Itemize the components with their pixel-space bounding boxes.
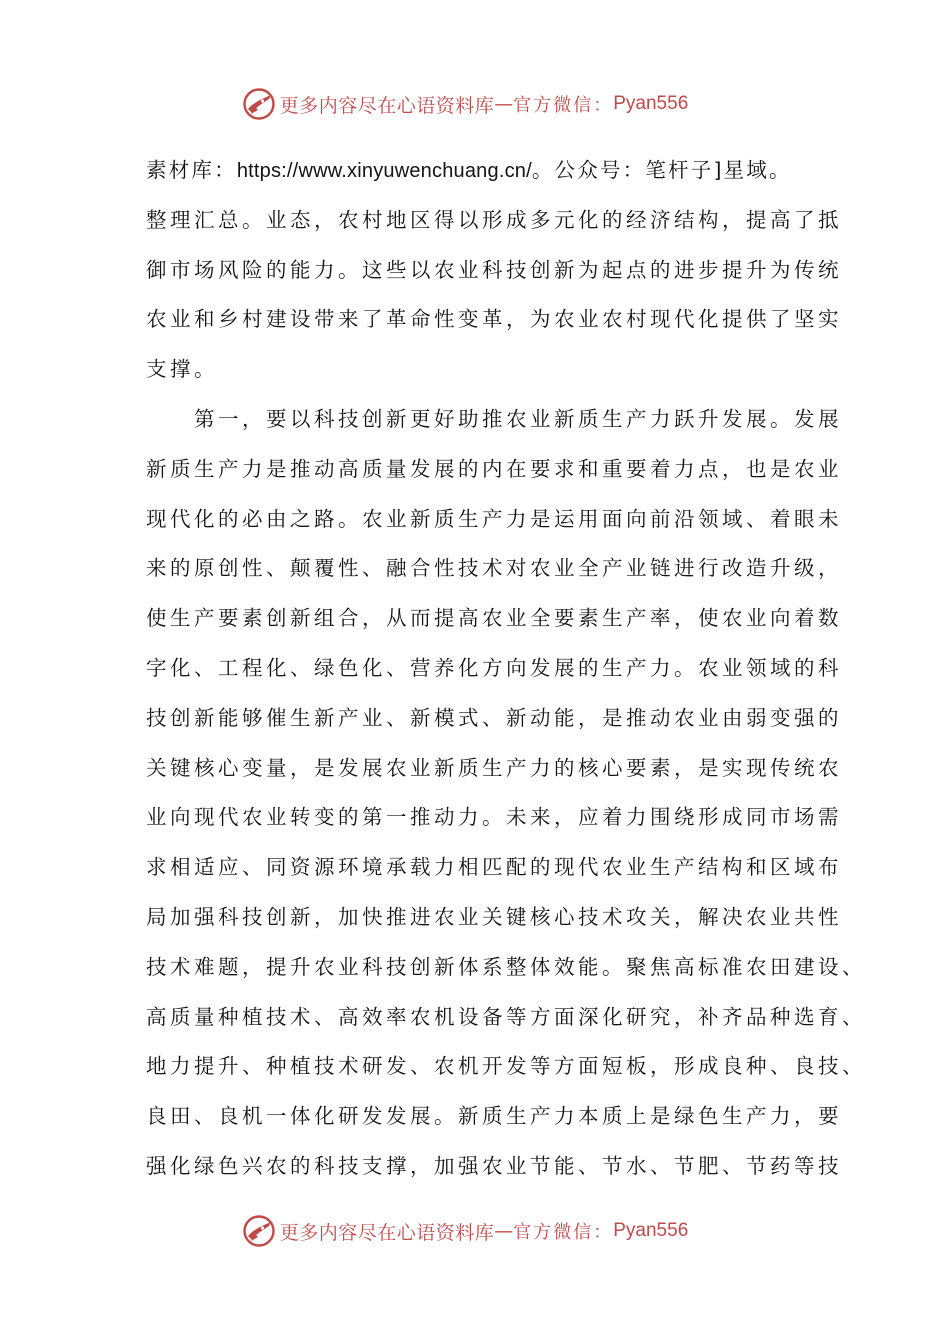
text-line: 良田、良机一体化研发发展。新质生产力本质上是绿色生产力，要 (146, 1104, 842, 1129)
text-line: 第一，要以科技创新更好助推农业新质生产力跃升发展。发展 (146, 406, 842, 431)
banner-wechat-label: 官方微信： (513, 95, 614, 116)
pen-nib-logo-icon (242, 87, 276, 121)
text-line: 业向现代农业转变的第一推动力。未来，应着力围绕形成同市场需 (146, 805, 842, 830)
banner-slogan: 更多内容尽在心语资料库 (279, 94, 495, 117)
text-line: 技术难题，提升农业科技创新体系整体效能。聚焦高标准农田建设、 (146, 954, 866, 979)
text-line: 强化绿色兴农的科技支撑，加强农业节能、节水、节肥、节药等技 (146, 1153, 842, 1178)
text-line: 求相适应、同资源环境承载力相匹配的现代农业生产结构和区域布 (146, 855, 842, 880)
text-line: 整理汇总。业态，农村地区得以形成多元化的经济结构，提高了抵 (146, 207, 842, 232)
banner-dash: — (494, 1220, 514, 1242)
text-line: 使生产要素创新组合，从而提高农业全要素生产率，使农业向着数 (146, 606, 842, 631)
banner-slogan: 更多内容尽在心语资料库 (279, 1221, 495, 1244)
pen-nib-logo-icon (242, 1214, 276, 1248)
text-line: 来的原创性、颠覆性、融合性技术对农业全产业链进行改造升级， (146, 556, 842, 581)
text-line: 新质生产力是推动高质量发展的内在要求和重要着力点，也是农业 (146, 456, 842, 481)
text-line: 地力提升、种植技术研发、农机开发等方面短板，形成良种、良技、 (146, 1054, 866, 1079)
text-line: 技创新能够催生新产业、新模式、新动能，是推动农业由弱变强的 (146, 705, 842, 730)
text-line-source (146, 150, 824, 200)
banner-wechat-label: 官方微信： (513, 1222, 614, 1243)
text-line: 支撑。 (146, 357, 218, 382)
banner-wechat-id: Pyan556 (613, 93, 689, 114)
footer-banner (0, 1211, 950, 1251)
text-line: 现代化的必由之路。农业新质生产力是运用面向前沿领域、着眼未 (146, 506, 842, 531)
banner-wechat-id: Pyan556 (613, 1220, 689, 1241)
text-line: 农业和乡村建设带来了革命性变革，为农业农村现代化提供了坚实 (146, 307, 842, 332)
source-suffix: 。公众号：笔杆子]星域。 (531, 158, 792, 182)
header-banner (0, 84, 950, 124)
source-url-link[interactable]: https://www.xinyuwenchuang.cn/ (236, 160, 532, 182)
text-line: 关键核心变量，是发展农业新质生产力的核心要素，是实现传统农 (146, 755, 842, 780)
source-prefix: 素材库： (146, 158, 237, 182)
text-line: 高质量种植技术、高效率农机设备等方面深化研究，补齐品种选育、 (146, 1004, 866, 1029)
document-body (146, 150, 866, 1196)
text-line: 御市场风险的能力。这些以农业科技创新为起点的进步提升为传统 (146, 257, 842, 282)
banner-dash: — (494, 93, 514, 115)
text-line: 局加强科技创新，加快推进农业关键核心技术攻关，解决农业共性 (146, 904, 842, 929)
text-line: 字化、工程化、绿色化、营养化方向发展的生产力。农业领域的科 (146, 655, 842, 680)
